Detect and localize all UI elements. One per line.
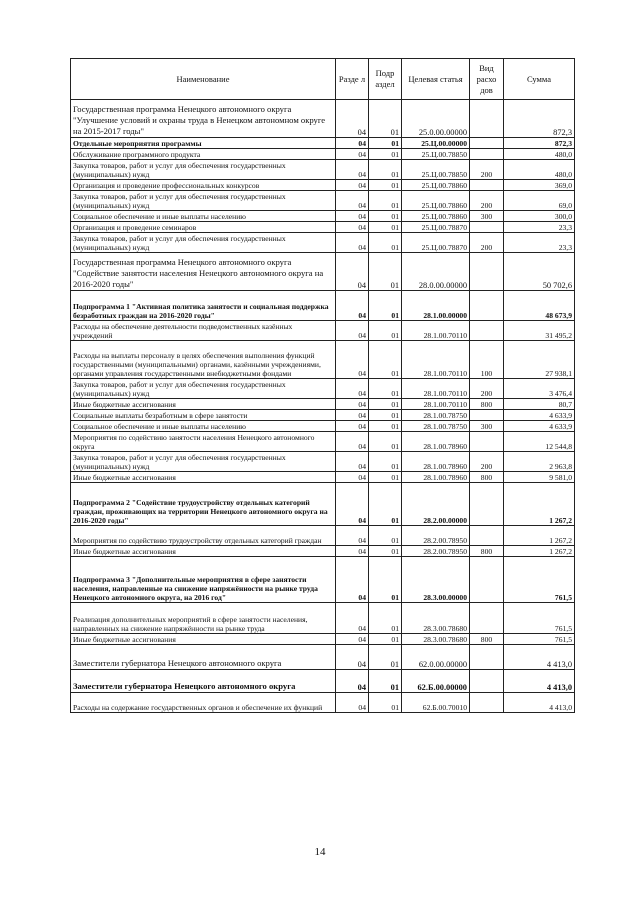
row-name: Расходы на выплаты персоналу в целях обеспечения выполнения функций государственными (муниципальными) органами, казёнными учреждениями, органами управления государственными внебюджетными фондами [71, 341, 336, 379]
row-sum: 4 413,0 [504, 645, 575, 670]
row-name: Расходы на содержание государственных органов и обеспечение их функций [71, 693, 336, 713]
table-row [71, 341, 575, 379]
table-row [71, 546, 575, 557]
row-article: 25.Ц.00.78860 [402, 191, 470, 211]
row-razdel: 04 [336, 410, 369, 421]
row-vid [470, 321, 504, 341]
row-name: Государственная программа Ненецкого автономного округа "Содействие занятости населения Ненецкого автономного округа на 2016-2020 годы" [71, 253, 336, 291]
row-podrazdel: 01 [369, 321, 402, 341]
row-sum: 23,3 [504, 222, 575, 233]
row-podrazdel: 01 [369, 399, 402, 410]
row-sum: 480,0 [504, 160, 575, 180]
row-name: Закупка товаров, работ и услуг для обеспечения государственных (муниципальных) нужд [71, 233, 336, 253]
row-vid: 800 [470, 472, 504, 483]
row-vid: 800 [470, 399, 504, 410]
row-article: 28.1.00.78960 [402, 432, 470, 452]
table-row [71, 100, 575, 138]
row-name: Подпрограмма 3 "Дополнительные мероприятия в сфере занятости населения, направленные на снижение напряжённости на рынке труда Ненецкого автономного округа, на 2016 год" [71, 557, 336, 603]
row-podrazdel: 01 [369, 432, 402, 452]
row-razdel: 04 [336, 191, 369, 211]
row-name: Мероприятия по содействию трудоустройству отдельных категорий граждан [71, 526, 336, 546]
header-article: Целевая статья [402, 59, 470, 100]
row-article: 28.2.00.78950 [402, 546, 470, 557]
row-podrazdel: 01 [369, 472, 402, 483]
row-sum: 761,5 [504, 634, 575, 645]
row-podrazdel: 01 [369, 100, 402, 138]
row-article: 25.Ц.00.00000 [402, 138, 470, 149]
header-razdel: Разде л [336, 59, 369, 100]
row-podrazdel: 01 [369, 222, 402, 233]
row-vid: 300 [470, 421, 504, 432]
page-number: 14 [314, 846, 326, 858]
table-row [71, 526, 575, 546]
row-razdel: 04 [336, 526, 369, 546]
table-row [71, 645, 575, 670]
row-sum: 1 267,2 [504, 526, 575, 546]
row-sum: 300,0 [504, 211, 575, 222]
row-article: 62.Б.00.70010 [402, 693, 470, 713]
row-podrazdel: 01 [369, 670, 402, 693]
row-razdel: 04 [336, 670, 369, 693]
row-vid: 200 [470, 379, 504, 399]
table-row [71, 291, 575, 321]
row-sum: 872,3 [504, 138, 575, 149]
row-vid: 200 [470, 191, 504, 211]
row-article: 28.3.00.78680 [402, 634, 470, 645]
row-article: 28.1.00.70110 [402, 379, 470, 399]
row-sum: 23,3 [504, 233, 575, 253]
row-vid [470, 149, 504, 160]
row-vid [470, 526, 504, 546]
row-razdel: 04 [336, 472, 369, 483]
table-row [71, 160, 575, 180]
row-name: Закупка товаров, работ и услуг для обеспечения государственных (муниципальных) нужд [71, 379, 336, 399]
row-vid [470, 432, 504, 452]
row-article: 25.Ц.00.78870 [402, 222, 470, 233]
row-article: 28.1.00.70110 [402, 399, 470, 410]
row-article: 25.Ц.00.78860 [402, 211, 470, 222]
row-name: Подпрограмма 2 "Содействие трудоустройству отдельных категорий граждан, проживающих на территории Ненецкого автономного округа на 2016-2020 годы" [71, 483, 336, 526]
row-sum: 761,5 [504, 557, 575, 603]
row-razdel: 04 [336, 291, 369, 321]
row-name: Социальное обеспечение и иные выплаты населению [71, 211, 336, 222]
row-vid [470, 483, 504, 526]
row-sum: 4 413,0 [504, 693, 575, 713]
row-razdel: 04 [336, 138, 369, 149]
row-sum: 9 581,0 [504, 472, 575, 483]
row-podrazdel: 01 [369, 603, 402, 634]
row-podrazdel: 01 [369, 138, 402, 149]
row-podrazdel: 01 [369, 693, 402, 713]
row-article: 28.1.00.70110 [402, 341, 470, 379]
row-sum: 50 702,6 [504, 253, 575, 291]
header-vid: Вид расхо дов [470, 59, 504, 100]
row-article: 28.1.00.78750 [402, 410, 470, 421]
row-name: Иные бюджетные ассигнования [71, 472, 336, 483]
row-article: 25.Ц.00.78850 [402, 149, 470, 160]
row-name: Закупка товаров, работ и услуг для обеспечения государственных (муниципальных) нужд [71, 160, 336, 180]
row-razdel: 04 [336, 557, 369, 603]
row-podrazdel: 01 [369, 253, 402, 291]
table-row [71, 634, 575, 645]
table-row [71, 233, 575, 253]
row-razdel: 04 [336, 634, 369, 645]
row-razdel: 04 [336, 100, 369, 138]
row-article: 28.1.00.78960 [402, 472, 470, 483]
row-vid: 200 [470, 233, 504, 253]
row-article: 28.0.00.00000 [402, 253, 470, 291]
row-podrazdel: 01 [369, 410, 402, 421]
row-vid [470, 670, 504, 693]
row-name: Социальные выплаты безработным в сфере занятости [71, 410, 336, 421]
row-podrazdel: 01 [369, 379, 402, 399]
row-vid [470, 291, 504, 321]
row-podrazdel: 01 [369, 546, 402, 557]
row-razdel: 04 [336, 452, 369, 472]
row-vid [470, 180, 504, 191]
row-podrazdel: 01 [369, 211, 402, 222]
row-vid: 300 [470, 211, 504, 222]
row-sum: 31 495,2 [504, 321, 575, 341]
table-row [71, 410, 575, 421]
row-razdel: 04 [336, 432, 369, 452]
table-row [71, 421, 575, 432]
row-name: Иные бюджетные ассигнования [71, 546, 336, 557]
row-sum: 1 267,2 [504, 546, 575, 557]
table-row [71, 603, 575, 634]
row-article: 25.Ц.00.78860 [402, 180, 470, 191]
row-sum: 4 413,0 [504, 670, 575, 693]
row-podrazdel: 01 [369, 291, 402, 321]
row-sum: 12 544,8 [504, 432, 575, 452]
row-sum: 872,3 [504, 100, 575, 138]
row-sum: 4 633,9 [504, 410, 575, 421]
row-razdel: 04 [336, 693, 369, 713]
row-vid [470, 100, 504, 138]
row-vid: 800 [470, 546, 504, 557]
row-vid: 100 [470, 341, 504, 379]
row-razdel: 04 [336, 399, 369, 410]
row-name: Закупка товаров, работ и услуг для обеспечения государственных (муниципальных) нужд [71, 452, 336, 472]
row-razdel: 04 [336, 379, 369, 399]
row-article: 25.Ц.00.78850 [402, 160, 470, 180]
row-podrazdel: 01 [369, 421, 402, 432]
row-article: 28.1.00.00000 [402, 291, 470, 321]
row-podrazdel: 01 [369, 645, 402, 670]
row-sum: 27 938,1 [504, 341, 575, 379]
row-razdel: 04 [336, 483, 369, 526]
row-article: 28.1.00.78960 [402, 452, 470, 472]
row-name: Заместители губернатора Ненецкого автономного округа [71, 645, 336, 670]
row-podrazdel: 01 [369, 160, 402, 180]
table-row [71, 191, 575, 211]
row-razdel: 04 [336, 211, 369, 222]
table-row [71, 379, 575, 399]
row-razdel: 04 [336, 321, 369, 341]
row-sum: 1 267,2 [504, 483, 575, 526]
table-row [71, 670, 575, 693]
row-article: 62.0.00.00000 [402, 645, 470, 670]
row-sum: 48 673,9 [504, 291, 575, 321]
table-row [71, 149, 575, 160]
row-article: 62.Б.00.00000 [402, 670, 470, 693]
row-vid: 800 [470, 634, 504, 645]
row-article: 28.3.00.00000 [402, 557, 470, 603]
row-vid [470, 645, 504, 670]
row-article: 28.2.00.78950 [402, 526, 470, 546]
budget-table [70, 58, 575, 713]
row-name: Расходы на обеспечение деятельности подведомственных казённых учреждений [71, 321, 336, 341]
row-razdel: 04 [336, 645, 369, 670]
row-name: Заместители губернатора Ненецкого автономного округа [71, 670, 336, 693]
row-podrazdel: 01 [369, 634, 402, 645]
row-podrazdel: 01 [369, 483, 402, 526]
table-row [71, 483, 575, 526]
table-row [71, 399, 575, 410]
row-sum: 369,0 [504, 180, 575, 191]
row-vid [470, 603, 504, 634]
row-sum: 3 476,4 [504, 379, 575, 399]
row-sum: 761,5 [504, 603, 575, 634]
row-sum: 80,7 [504, 399, 575, 410]
table-row [71, 432, 575, 452]
row-name: Отдельные мероприятия программы [71, 138, 336, 149]
table-row [71, 253, 575, 291]
header-sum: Сумма [504, 59, 575, 100]
table-row [71, 452, 575, 472]
row-name: Социальное обеспечение и иные выплаты населению [71, 421, 336, 432]
table-row [71, 321, 575, 341]
row-name: Реализация дополнительных мероприятий в сфере занятости населения, направленных на снижение напряжённости на рынке труда [71, 603, 336, 634]
row-vid [470, 222, 504, 233]
row-razdel: 04 [336, 341, 369, 379]
table-row [71, 222, 575, 233]
row-sum: 480,0 [504, 149, 575, 160]
row-name: Государственная программа Ненецкого автономного округа "Улучшение условий и охраны труда в Ненецком автономном округе на 2015-2017 годы" [71, 100, 336, 138]
row-sum: 2 963,8 [504, 452, 575, 472]
row-sum: 69,0 [504, 191, 575, 211]
table-row [71, 472, 575, 483]
table-row [71, 211, 575, 222]
row-vid [470, 410, 504, 421]
row-name: Иные бюджетные ассигнования [71, 634, 336, 645]
row-vid [470, 138, 504, 149]
row-vid: 200 [470, 160, 504, 180]
row-article: 28.2.00.00000 [402, 483, 470, 526]
row-podrazdel: 01 [369, 341, 402, 379]
row-vid: 200 [470, 452, 504, 472]
table-row [71, 138, 575, 149]
row-vid [470, 693, 504, 713]
row-name: Мероприятия по содействию занятости населения Ненецкого автономного округа [71, 432, 336, 452]
row-article: 25.0.00.00000 [402, 100, 470, 138]
row-razdel: 04 [336, 421, 369, 432]
table-header-row [71, 59, 575, 100]
row-podrazdel: 01 [369, 233, 402, 253]
row-razdel: 04 [336, 253, 369, 291]
row-article: 25.Ц.00.78870 [402, 233, 470, 253]
row-article: 28.1.00.78750 [402, 421, 470, 432]
row-vid [470, 253, 504, 291]
row-name: Иные бюджетные ассигнования [71, 399, 336, 410]
table-row [71, 180, 575, 191]
row-name: Организация и проведение семинаров [71, 222, 336, 233]
row-name: Организация и проведение профессиональных конкурсов [71, 180, 336, 191]
row-sum: 4 633,9 [504, 421, 575, 432]
table-row [71, 557, 575, 603]
row-article: 28.1.00.70110 [402, 321, 470, 341]
header-podrazdel: Подр аздел [369, 59, 402, 100]
row-vid [470, 557, 504, 603]
row-name: Подпрограмма 1 "Активная политика занятости и социальная поддержка безработных граждан на 2016-2020 годы" [71, 291, 336, 321]
row-podrazdel: 01 [369, 526, 402, 546]
row-podrazdel: 01 [369, 180, 402, 191]
row-podrazdel: 01 [369, 557, 402, 603]
row-razdel: 04 [336, 149, 369, 160]
row-podrazdel: 01 [369, 452, 402, 472]
header-name: Наименование [71, 59, 336, 100]
row-podrazdel: 01 [369, 149, 402, 160]
row-razdel: 04 [336, 233, 369, 253]
row-razdel: 04 [336, 180, 369, 191]
row-razdel: 04 [336, 222, 369, 233]
table-row [71, 693, 575, 713]
row-article: 28.3.00.78680 [402, 603, 470, 634]
row-name: Обслуживание программного продукта [71, 149, 336, 160]
row-name: Закупка товаров, работ и услуг для обеспечения государственных (муниципальных) нужд [71, 191, 336, 211]
row-razdel: 04 [336, 546, 369, 557]
row-razdel: 04 [336, 160, 369, 180]
row-podrazdel: 01 [369, 191, 402, 211]
row-razdel: 04 [336, 603, 369, 634]
